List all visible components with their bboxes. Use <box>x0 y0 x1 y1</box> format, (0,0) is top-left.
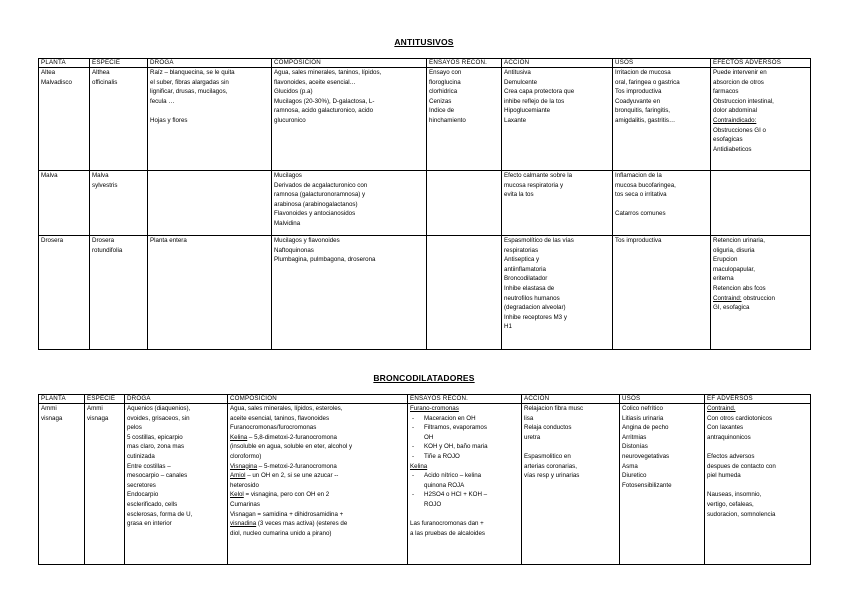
cell-line: pelos <box>127 424 142 432</box>
cell-line: Endocarpio <box>127 491 159 499</box>
cell-line: Agua, sales minerales, taninos, lípidos, <box>274 69 382 76</box>
cell-line: Puede intervenir en <box>713 69 767 76</box>
cell-line: Broncodilatador <box>504 275 548 283</box>
cell-line: glucuronico <box>274 116 306 124</box>
cell-line: ramnosa, acido galacturonico, acido <box>274 107 374 115</box>
header-efectos: EF ADVERSOS <box>705 395 811 404</box>
cell-line: Demulcente <box>504 78 538 86</box>
cell-line: el suber, fibras alargadas sin <box>150 78 229 86</box>
cell-line: Obstrucciones GI o <box>713 126 766 134</box>
cell-line: mas claro, zona mas <box>127 443 185 451</box>
cell-line: Crea capa protectora que <box>504 88 575 96</box>
cell-line: Furanocromonas/furocromonas <box>230 424 317 432</box>
cell-line: ROJO <box>424 500 442 508</box>
cell-line: Mucilagos (20-30%), D-galactosa, L- <box>274 97 375 105</box>
cell-line: Espasmolítico de las vías <box>504 237 574 244</box>
cell-composicion <box>272 236 427 350</box>
blank-line <box>707 481 808 491</box>
cell-line: H1 <box>504 323 512 331</box>
cell-line: Con laxantes <box>707 424 744 432</box>
cell-line: Derivados de acgalacturonico con <box>274 181 368 189</box>
cell-line: Angina de pecho <box>622 424 669 432</box>
cell-especie <box>90 171 148 236</box>
cell-accion <box>502 236 613 350</box>
cell-line: Antitusiva <box>504 69 531 76</box>
cell-line: quinona ROJA <box>424 481 465 489</box>
cell-efectos <box>711 236 811 350</box>
cell-line: Erupcion <box>713 256 738 264</box>
cell-droga <box>148 68 272 171</box>
visnadina-text: (3 veces mas activa) (esteres de <box>256 520 348 528</box>
cell-accion <box>502 171 613 236</box>
cell-usos <box>613 68 711 171</box>
cell-line: esofagicas <box>713 136 743 144</box>
cell-line: Irritacion de mucosa <box>615 69 671 76</box>
header-planta: PLANTA <box>39 395 85 404</box>
cell-line: Altea <box>41 69 56 76</box>
cell-line: Ammi <box>87 405 103 412</box>
cell-line: - Filtramos, evaporamos <box>424 424 487 432</box>
cell-line: Flavonoides y antocianosidos <box>274 210 356 218</box>
cell-line: Laxante <box>504 116 527 124</box>
header-accion: ACCION <box>502 59 613 68</box>
cell-line: Asma <box>622 462 638 470</box>
visnagina-text: – 5-metoxi-2-furanocromona <box>257 462 337 470</box>
cell-ensayos <box>408 404 522 565</box>
list-item <box>410 471 519 490</box>
kelina-list <box>410 471 519 509</box>
cell-line: Agua, sales minerales, lípidos, esteroles, <box>230 405 343 412</box>
cell-efectos <box>711 171 811 236</box>
cell-line: - Maceracion en OH <box>424 414 476 422</box>
cell-composicion <box>272 171 427 236</box>
blank-line <box>524 442 617 452</box>
cell-line: 5 costillas, epicarpio <box>127 433 183 441</box>
cell-line: GI, esofagica <box>713 304 750 312</box>
header-accion: ACCION <box>522 395 620 404</box>
kelol-label: Kelol <box>230 491 244 499</box>
cell-line: Malva <box>92 172 109 179</box>
cell-planta <box>39 171 90 236</box>
cell-line: Diuretico <box>622 472 647 480</box>
cell-line: heterosido <box>230 481 259 489</box>
header-planta: PLANTA <box>39 59 90 68</box>
cell-line: Cenizas <box>429 97 452 105</box>
list-item <box>410 490 519 509</box>
cell-line <box>230 490 405 500</box>
cell-line: Efecto calmante sobre la <box>504 172 573 179</box>
cell-line: dolor abdominal <box>713 107 758 115</box>
cell-line: eritema <box>713 275 734 283</box>
furanocromonas-label: Furano-cromonas <box>410 405 459 412</box>
cell-line: Efectos adversos <box>707 452 755 460</box>
kelina-ensayo-label: Kelina <box>410 462 428 470</box>
cell-line: flavonoides, aceite esencial… <box>274 78 356 86</box>
cell-line <box>713 294 808 304</box>
contraind-label: Contraind. <box>707 405 736 412</box>
cell-line: cutinizada <box>127 452 155 460</box>
broncodilatadores-title: BRONCODILATADORES <box>373 373 475 383</box>
contraind-label: Contraind: <box>713 294 742 302</box>
cell-line: - Tiñe a ROJO <box>424 452 460 460</box>
cell-accion <box>502 68 613 171</box>
cell-line: - KOH y OH, baño maria <box>424 443 488 451</box>
cell-line: neutrofilos humanos <box>504 294 560 302</box>
cell-line: Visnagan = samidina + dihidrosamidina + <box>230 510 344 518</box>
broncodilatadores-table <box>38 394 811 565</box>
header-usos: USOS <box>620 395 705 404</box>
cell-ensayos <box>427 171 502 236</box>
cell-efectos <box>711 68 811 171</box>
list-item <box>410 452 519 462</box>
visnagina-label: Visnagina <box>230 462 258 470</box>
cell-efectos <box>705 404 811 565</box>
cell-line: OH <box>424 433 434 441</box>
antitusivos-table <box>38 58 811 350</box>
header-ensayos: ENSAYOS RECON. <box>427 59 502 68</box>
cell-line: Inhibe receptores M3 y <box>504 313 567 321</box>
header-especie: ESPECIE <box>85 395 125 404</box>
list-item <box>410 414 519 424</box>
contraind-text: obstruccion <box>741 294 775 302</box>
cell-line: lignificar, drusas, mucilagos, <box>150 88 228 96</box>
cell-line: evita la tos <box>504 191 534 199</box>
cell-composicion <box>228 404 408 565</box>
cell-especie <box>90 68 148 171</box>
list-item <box>410 442 519 452</box>
cell-line: - H2SO4 o HCl + KOH – <box>424 491 488 499</box>
cell-line: Las furanocromonas dan + <box>410 520 484 528</box>
cell-accion <box>522 404 620 565</box>
cell-composicion <box>272 68 427 171</box>
antitusivos-header-row <box>39 59 811 68</box>
header-droga: DROGA <box>148 59 272 68</box>
cell-line: farmacos <box>713 88 739 96</box>
cell-line: a las pruebas de alcaloides <box>410 529 485 537</box>
cell-line: despues de contacto con <box>707 462 776 470</box>
cell-line: antiinflamatoria <box>504 265 546 273</box>
header-especie: ESPECIE <box>90 59 148 68</box>
cell-line: (degradacion alveolar) <box>504 304 566 312</box>
cell-line: Naftoquinonas <box>274 246 314 254</box>
antitusivos-title: ANTITUSIVOS <box>394 37 454 47</box>
cell-line: diol, nucleo cumarina unido a pirano) <box>230 529 332 537</box>
cell-line: arterias coronarias, <box>524 462 577 470</box>
cell-line: Obstruccion intestinal, <box>713 97 774 105</box>
cell-line <box>230 433 405 443</box>
cell-line: mesocarpio – canales <box>127 472 188 480</box>
cell-line: Malvidina <box>274 219 301 227</box>
cell-line: (insoluble en agua, soluble en eter, alcohol y <box>230 443 353 451</box>
cell-line <box>230 519 405 529</box>
cell-line: Con otros cardiotonicos <box>707 414 773 422</box>
cell-line <box>230 471 405 481</box>
cell-line: oliguria, disuria <box>713 246 755 254</box>
cell-line: uretra <box>524 433 541 441</box>
kelina-label: Kelina <box>230 433 248 441</box>
header-composicion: COMPOSICION <box>228 395 408 404</box>
header-droga: DROGA <box>125 395 228 404</box>
blank-line <box>410 510 519 520</box>
cell-line: Antiseptica y <box>504 256 540 264</box>
cell-line: Hojas y flores <box>150 116 188 124</box>
cell-line: bronquitis, faringitis, <box>615 107 671 115</box>
table-row-altea <box>39 68 811 171</box>
cell-line: ovoides, grisaceos, sin <box>127 414 190 422</box>
blank-line <box>707 442 808 452</box>
cell-line: Colico nefrítico <box>622 405 663 412</box>
cell-line: secretores <box>127 481 156 489</box>
cell-line: Ensayo con <box>429 69 462 76</box>
cell-line: floroglucina <box>429 78 461 86</box>
cell-line: hinchamiento <box>429 116 466 124</box>
cell-line <box>230 462 405 472</box>
cell-line: vías resp y urinarias <box>524 472 580 480</box>
list-item <box>410 423 519 442</box>
cell-line: Ammi <box>41 405 57 412</box>
cell-line: esclerosas, forma de U, <box>127 510 193 518</box>
cell-usos <box>613 236 711 350</box>
cell-planta <box>39 404 85 565</box>
cell-line: fecula … <box>150 97 175 105</box>
cell-line: Inhibe elastasa de <box>504 284 555 292</box>
cell-line: ramnosa (galacturonoramnosa) y <box>274 191 366 199</box>
cell-line: Drosera <box>92 237 115 244</box>
cell-line: Tos improductiva <box>615 88 662 96</box>
cell-planta <box>39 68 90 171</box>
amiol-text: – un OH en 2, si se une azucar -- <box>245 472 339 480</box>
cell-line: oral, faringea o gastrica <box>615 78 680 86</box>
header-ensayos: ENSAYOS RECON. <box>408 395 522 404</box>
broncodilatadores-header-row <box>39 395 811 404</box>
cell-line: Malva <box>41 172 58 179</box>
cell-line: Mucilagos <box>274 172 302 179</box>
cell-line: neurovegetativas <box>622 452 670 460</box>
cell-droga <box>148 236 272 350</box>
cell-line: Aquenios (diaquenios), <box>127 405 191 412</box>
contraindicado-label: Contraindicado: <box>713 116 757 124</box>
cell-line: - Acido nítrico – kelina <box>424 472 482 480</box>
cell-planta <box>39 236 90 350</box>
cell-droga <box>148 171 272 236</box>
cell-line: Cumarinas <box>230 500 260 508</box>
header-composicion: COMPOSICION <box>272 59 427 68</box>
cell-line: tos seca o irritativa <box>615 191 667 199</box>
cell-line: Coadyuvante en <box>615 97 661 105</box>
cell-line: Fotosensibilizante <box>622 481 672 489</box>
cell-line: Relajacion fibra musc <box>524 405 584 412</box>
cell-line: Relaja conductos <box>524 424 572 432</box>
table-row-malva <box>39 171 811 236</box>
cell-line: Plumbagina, pulmbagona, droserona <box>274 256 376 264</box>
cell-line: Entre costillas – <box>127 462 171 470</box>
header-efectos: EFECTOS ADVERSOS <box>711 59 811 68</box>
cell-line: lisa <box>524 414 534 422</box>
kelol-text: = visnagina, pero con OH en 2 <box>243 491 330 499</box>
cell-line: amigdalitis, gastritis… <box>615 116 676 124</box>
cell-line: esclerificado, cells <box>127 500 178 508</box>
blank-line <box>150 106 269 116</box>
cell-line: Indice de <box>429 107 455 115</box>
cell-line: Espasmolitico en <box>524 452 571 460</box>
cell-ensayos <box>427 236 502 350</box>
cell-droga <box>125 404 228 565</box>
cell-line: Glucidos (p.a) <box>274 88 313 96</box>
cell-line: Antidiabeticos <box>713 145 752 153</box>
cell-line: antraquinonicos <box>707 433 751 441</box>
cell-ensayos <box>427 68 502 171</box>
cell-line: vertigo, cefaleas, <box>707 500 754 508</box>
cell-line: officinalis <box>92 78 118 86</box>
cell-line: clorhidrica <box>429 88 458 96</box>
table-row-drosera <box>39 236 811 350</box>
cell-line: Catarros comunes <box>615 210 666 218</box>
visnadina-label: visnadina <box>230 520 257 528</box>
cell-line: respiratorias <box>504 246 539 254</box>
cell-line: Drosera <box>41 237 64 244</box>
cell-line: absorcion de otros <box>713 78 764 86</box>
cell-line: Distonías <box>622 443 648 451</box>
cell-especie <box>85 404 125 565</box>
kelina-text: – 5,8-dimetoxi-2-furanocromona <box>247 433 337 441</box>
cell-line: Hipoglucemiante <box>504 107 551 115</box>
cell-line: grasa en interior <box>127 520 172 528</box>
furanocromonas-list <box>410 414 519 462</box>
cell-line: Althea <box>92 69 110 76</box>
cell-usos <box>620 404 705 565</box>
cell-line: visnaga <box>41 414 63 422</box>
cell-usos <box>613 171 711 236</box>
cell-line: sylvestris <box>92 181 118 189</box>
cell-line: sudoracion, somnolencia <box>707 510 776 518</box>
cell-line: visnaga <box>87 414 109 422</box>
cell-line: cloroformo) <box>230 452 262 460</box>
cell-line: Retencion urinaria, <box>713 237 765 244</box>
table-row-ammi <box>39 404 811 565</box>
cell-line: arabinosa (arabinogalactanos) <box>274 200 358 208</box>
cell-line: rotundifolia <box>92 246 123 254</box>
cell-line: mucosa bucofaringea, <box>615 181 676 189</box>
cell-line: Arritmias <box>622 433 647 441</box>
amiol-label: Amiol <box>230 472 246 480</box>
cell-line: Mucilagos y flavonoides <box>274 237 340 244</box>
cell-line: Inflamacion de la <box>615 172 662 179</box>
blank-line <box>615 200 708 210</box>
cell-line: Planta entera <box>150 237 187 244</box>
cell-line: Litiasis urinaria <box>622 414 664 422</box>
cell-line: Retencion abs fcos <box>713 284 766 292</box>
cell-line: Tos improductiva <box>615 237 662 244</box>
cell-line: piel humeda <box>707 472 741 480</box>
cell-line: Nauseas, insomnio, <box>707 491 762 499</box>
cell-line: inhibe reflejo de la tos <box>504 97 565 105</box>
cell-line: Raíz – blanquecina, se le quita <box>150 69 235 76</box>
cell-line: mucosa respiratoria y <box>504 181 564 189</box>
cell-line: maculopapular, <box>713 265 755 273</box>
cell-line: aceite esencial, taninos, flavonoides <box>230 414 330 422</box>
cell-especie <box>90 236 148 350</box>
cell-line: Malvadisco <box>41 78 72 86</box>
header-usos: USOS <box>613 59 711 68</box>
